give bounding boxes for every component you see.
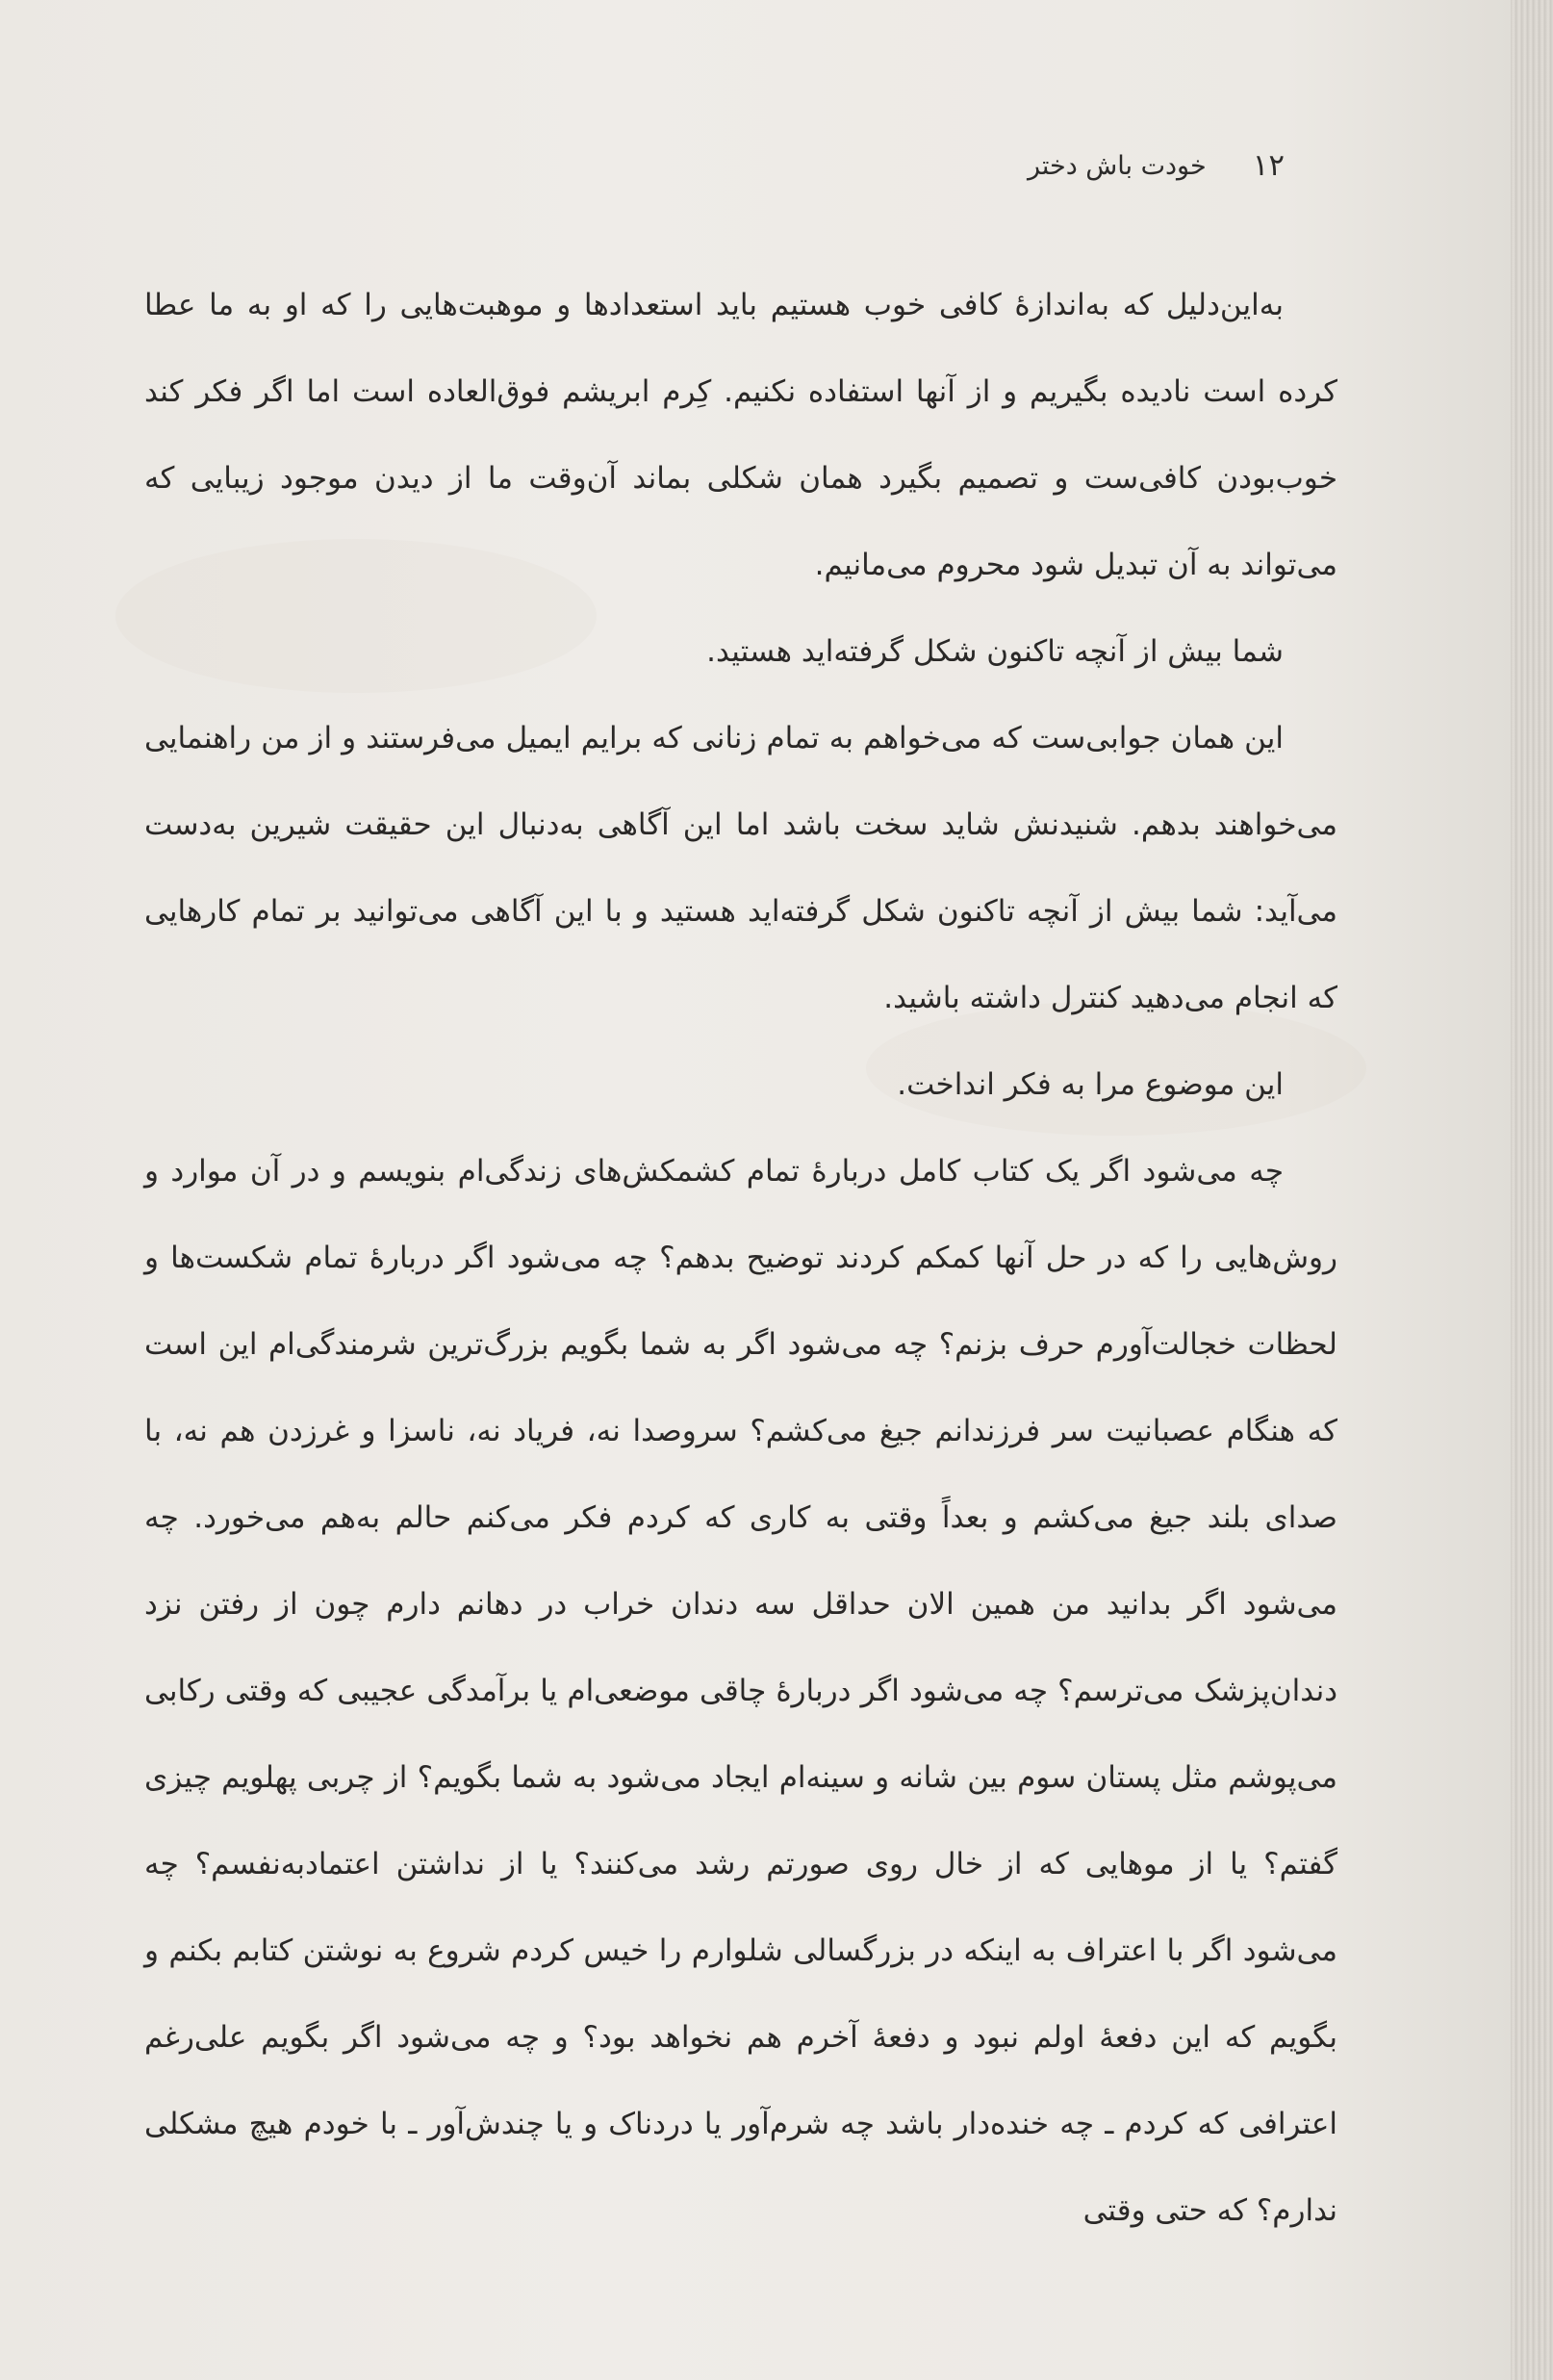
paragraph: چه می‌شود اگر یک کتاب کامل دربارهٔ تمام کشمکش‌های زندگی‌ام بنویسم و در آن موارد و روش‌هایی را که در حل آنها کمکم کردند توضیح بدهم؟ چه می‌شود اگر دربارهٔ تمام شکست‌ها و لحظات خجالت‌آورم حرف بزنم؟ چه می‌شود اگر به شما بگویم بزرگ‌ترین شرمندگی‌ام این است که هنگام عصبانیت سر فرزندانم جیغ می‌کشم؟ سروصدا نه، فریاد نه، ناسزا و غرزدن هم نه، با صدای بلند جیغ می‌کشم و بعداً وقتی به کاری که کردم فکر می‌کنم حالم به‌هم می‌خورد. چه می‌شود اگر بدانید من همین الان حداقل سه دندان خراب در دهانم دارم چون از رفتن نزد دندان‌پزشک می‌ترسم؟ چه می‌شود اگر دربارهٔ چاقی موضعی‌ام یا برآمدگی عجیبی که وقتی رکابی می‌پوشم مثل پستان سوم بین شانه و سینه‌ام ایجاد می‌شود به شما بگویم؟ از چربی پهلویم چیزی گفتم؟ یا از موهایی که از خال روی صورتم رشد می‌کنند؟ یا از نداشتن اعتمادبه‌نفسم؟ چه می‌شود اگر با اعتراف به اینکه در بزرگسالی شلوارم را خیس کردم شروع به نوشتن کتابم بکنم و بگویم که این دفعهٔ اولم نبود و دفعهٔ آخرم هم نخواهد بود؟ و چه می‌شود اگر بگویم علی‌رغم اعترافی که کردم ـ چه خنده‌دار باشد چه شرم‌آور یا دردناک و یا چندش‌آور ـ با خودم هیچ مشکلی ندارم؟ که حتی وقتی: [144, 1154, 1337, 2228]
page-header: [991, 137, 1285, 194]
paragraph: شما بیش از آنچه تاکنون شکل گرفته‌اید هستید.: [706, 634, 1284, 669]
running-title: خودت باش دختر: [1027, 150, 1207, 181]
paragraph: به‌این‌دلیل که به‌اندازهٔ کافی خوب هستیم باید استعدادها و موهبت‌هایی را که او به ما عطا کرده است نادیده بگیریم و از آنها استفاده نکنیم. کِرم ابریشم فوق‌العاده است اما اگر فکر کند خوب‌بودن کافی‌ست و تصمیم بگیرد همان شکلی بماند آن‌وقت ما از دیدن موجود زیبایی که می‌تواند به آن تبدیل شود محروم می‌مانیم.: [144, 288, 1337, 582]
page-stack-edge: [1511, 0, 1553, 2380]
paragraph: این همان جوابی‌ست که می‌خواهم به تمام زنانی که برایم ایمیل می‌فرستند و از من راهنمایی می‌خواهند بدهم. شنیدنش شاید سخت باشد اما این آگاهی به‌دنبال این حقیقت شیرین به‌دست می‌آید: شما بیش از آنچه تاکنون شکل گرفته‌اید هستید و با این آگاهی می‌توانید بر تمام کارهایی که انجام می‌دهید کنترل داشته باشید.: [144, 721, 1337, 1015]
paragraph: این موضوع مرا به فکر انداخت.: [897, 1067, 1284, 1102]
body-text: [144, 262, 1337, 2254]
page-number: ۱۲: [1252, 148, 1285, 183]
